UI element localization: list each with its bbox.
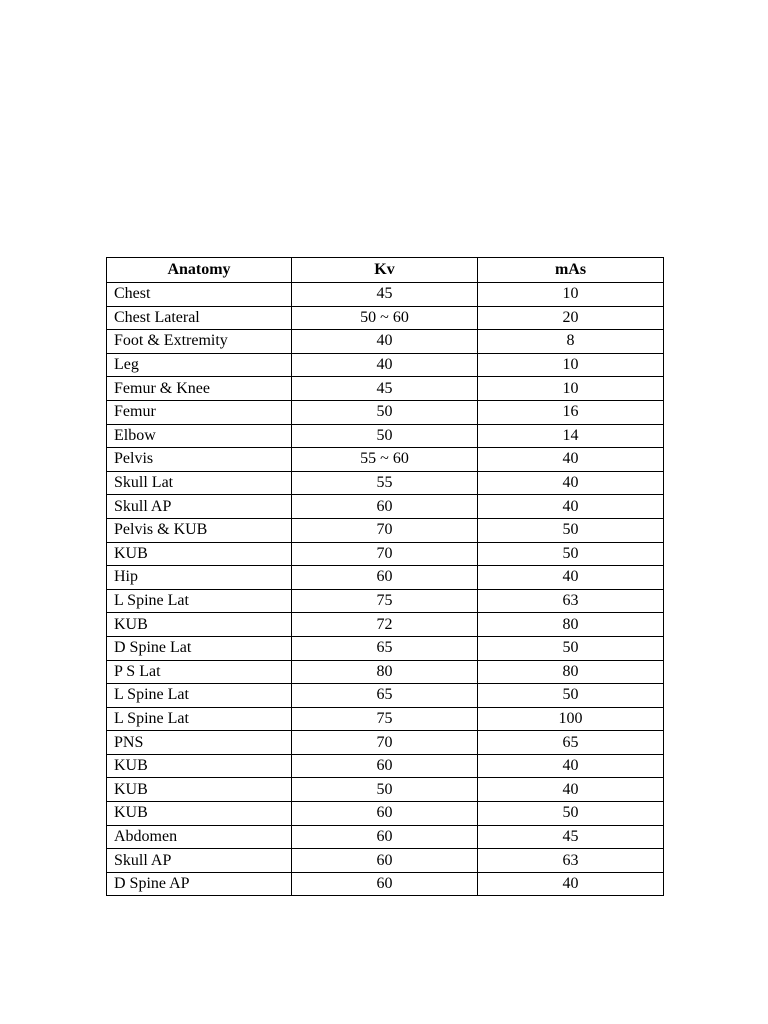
table-row <box>107 825 664 849</box>
kv-cell: 55 <box>292 471 478 495</box>
kv-cell: 65 <box>292 636 478 660</box>
mas-cell: 63 <box>478 589 664 613</box>
anatomy-cell: Skull AP <box>107 495 292 519</box>
kv-cell: 55 ~ 60 <box>292 448 478 472</box>
mas-cell: 80 <box>478 613 664 637</box>
table-row <box>107 589 664 613</box>
anatomy-cell: KUB <box>107 754 292 778</box>
anatomy-cell: Femur <box>107 400 292 424</box>
table-row <box>107 754 664 778</box>
table-row <box>107 636 664 660</box>
mas-cell: 80 <box>478 660 664 684</box>
anatomy-cell: KUB <box>107 802 292 826</box>
kv-cell: 60 <box>292 849 478 873</box>
table-row <box>107 613 664 637</box>
kv-cell: 50 <box>292 400 478 424</box>
kv-cell: 45 <box>292 377 478 401</box>
header-row <box>107 258 664 283</box>
kv-cell: 60 <box>292 802 478 826</box>
kv-cell: 50 <box>292 778 478 802</box>
table-row <box>107 684 664 708</box>
table-row <box>107 542 664 566</box>
kv-cell: 60 <box>292 872 478 896</box>
anatomy-cell: Chest Lateral <box>107 306 292 330</box>
table-row <box>107 566 664 590</box>
table-header <box>107 258 664 283</box>
table-row <box>107 330 664 354</box>
table-row <box>107 802 664 826</box>
table-row <box>107 707 664 731</box>
kv-cell: 75 <box>292 589 478 613</box>
mas-cell: 63 <box>478 849 664 873</box>
table-row <box>107 849 664 873</box>
header-kv: Kv <box>292 258 478 283</box>
table-row <box>107 872 664 896</box>
table-row <box>107 471 664 495</box>
kv-cell: 65 <box>292 684 478 708</box>
kv-cell: 70 <box>292 542 478 566</box>
table-row <box>107 353 664 377</box>
table-row <box>107 424 664 448</box>
mas-cell: 40 <box>478 872 664 896</box>
mas-cell: 50 <box>478 636 664 660</box>
table-row <box>107 495 664 519</box>
table-body <box>107 283 664 896</box>
anatomy-cell: Skull AP <box>107 849 292 873</box>
anatomy-cell: L Spine Lat <box>107 707 292 731</box>
mas-cell: 14 <box>478 424 664 448</box>
table-row <box>107 448 664 472</box>
anatomy-cell: L Spine Lat <box>107 589 292 613</box>
kv-cell: 60 <box>292 825 478 849</box>
mas-cell: 100 <box>478 707 664 731</box>
mas-cell: 40 <box>478 495 664 519</box>
anatomy-cell: Skull Lat <box>107 471 292 495</box>
anatomy-cell: KUB <box>107 613 292 637</box>
kv-cell: 40 <box>292 353 478 377</box>
mas-cell: 16 <box>478 400 664 424</box>
anatomy-cell: Leg <box>107 353 292 377</box>
table-row <box>107 283 664 307</box>
anatomy-cell: Abdomen <box>107 825 292 849</box>
anatomy-cell: L Spine Lat <box>107 684 292 708</box>
table-row <box>107 306 664 330</box>
kv-cell: 50 ~ 60 <box>292 306 478 330</box>
kv-cell: 75 <box>292 707 478 731</box>
mas-cell: 40 <box>478 778 664 802</box>
mas-cell: 65 <box>478 731 664 755</box>
anatomy-cell: Hip <box>107 566 292 590</box>
kv-cell: 80 <box>292 660 478 684</box>
anatomy-cell: Pelvis <box>107 448 292 472</box>
anatomy-cell: D Spine Lat <box>107 636 292 660</box>
exposure-table <box>106 257 664 896</box>
kv-cell: 60 <box>292 566 478 590</box>
table-row <box>107 660 664 684</box>
mas-cell: 45 <box>478 825 664 849</box>
mas-cell: 40 <box>478 471 664 495</box>
table-row <box>107 400 664 424</box>
anatomy-cell: D Spine AP <box>107 872 292 896</box>
mas-cell: 8 <box>478 330 664 354</box>
kv-cell: 50 <box>292 424 478 448</box>
table-row <box>107 778 664 802</box>
anatomy-cell: Pelvis & KUB <box>107 518 292 542</box>
anatomy-cell: Femur & Knee <box>107 377 292 401</box>
header-anatomy: Anatomy <box>107 258 292 283</box>
mas-cell: 40 <box>478 566 664 590</box>
anatomy-cell: P S Lat <box>107 660 292 684</box>
mas-cell: 50 <box>478 684 664 708</box>
anatomy-cell: Chest <box>107 283 292 307</box>
mas-cell: 10 <box>478 353 664 377</box>
mas-cell: 40 <box>478 448 664 472</box>
anatomy-cell: PNS <box>107 731 292 755</box>
mas-cell: 20 <box>478 306 664 330</box>
kv-cell: 72 <box>292 613 478 637</box>
mas-cell: 10 <box>478 283 664 307</box>
kv-cell: 70 <box>292 731 478 755</box>
kv-cell: 40 <box>292 330 478 354</box>
anatomy-cell: Elbow <box>107 424 292 448</box>
mas-cell: 40 <box>478 754 664 778</box>
anatomy-cell: Foot & Extremity <box>107 330 292 354</box>
kv-cell: 60 <box>292 495 478 519</box>
kv-cell: 45 <box>292 283 478 307</box>
table-row <box>107 377 664 401</box>
kv-cell: 60 <box>292 754 478 778</box>
header-mas: mAs <box>478 258 664 283</box>
kv-cell: 70 <box>292 518 478 542</box>
mas-cell: 50 <box>478 518 664 542</box>
mas-cell: 50 <box>478 802 664 826</box>
table-row <box>107 518 664 542</box>
anatomy-cell: KUB <box>107 778 292 802</box>
mas-cell: 10 <box>478 377 664 401</box>
anatomy-cell: KUB <box>107 542 292 566</box>
table-row <box>107 731 664 755</box>
mas-cell: 50 <box>478 542 664 566</box>
